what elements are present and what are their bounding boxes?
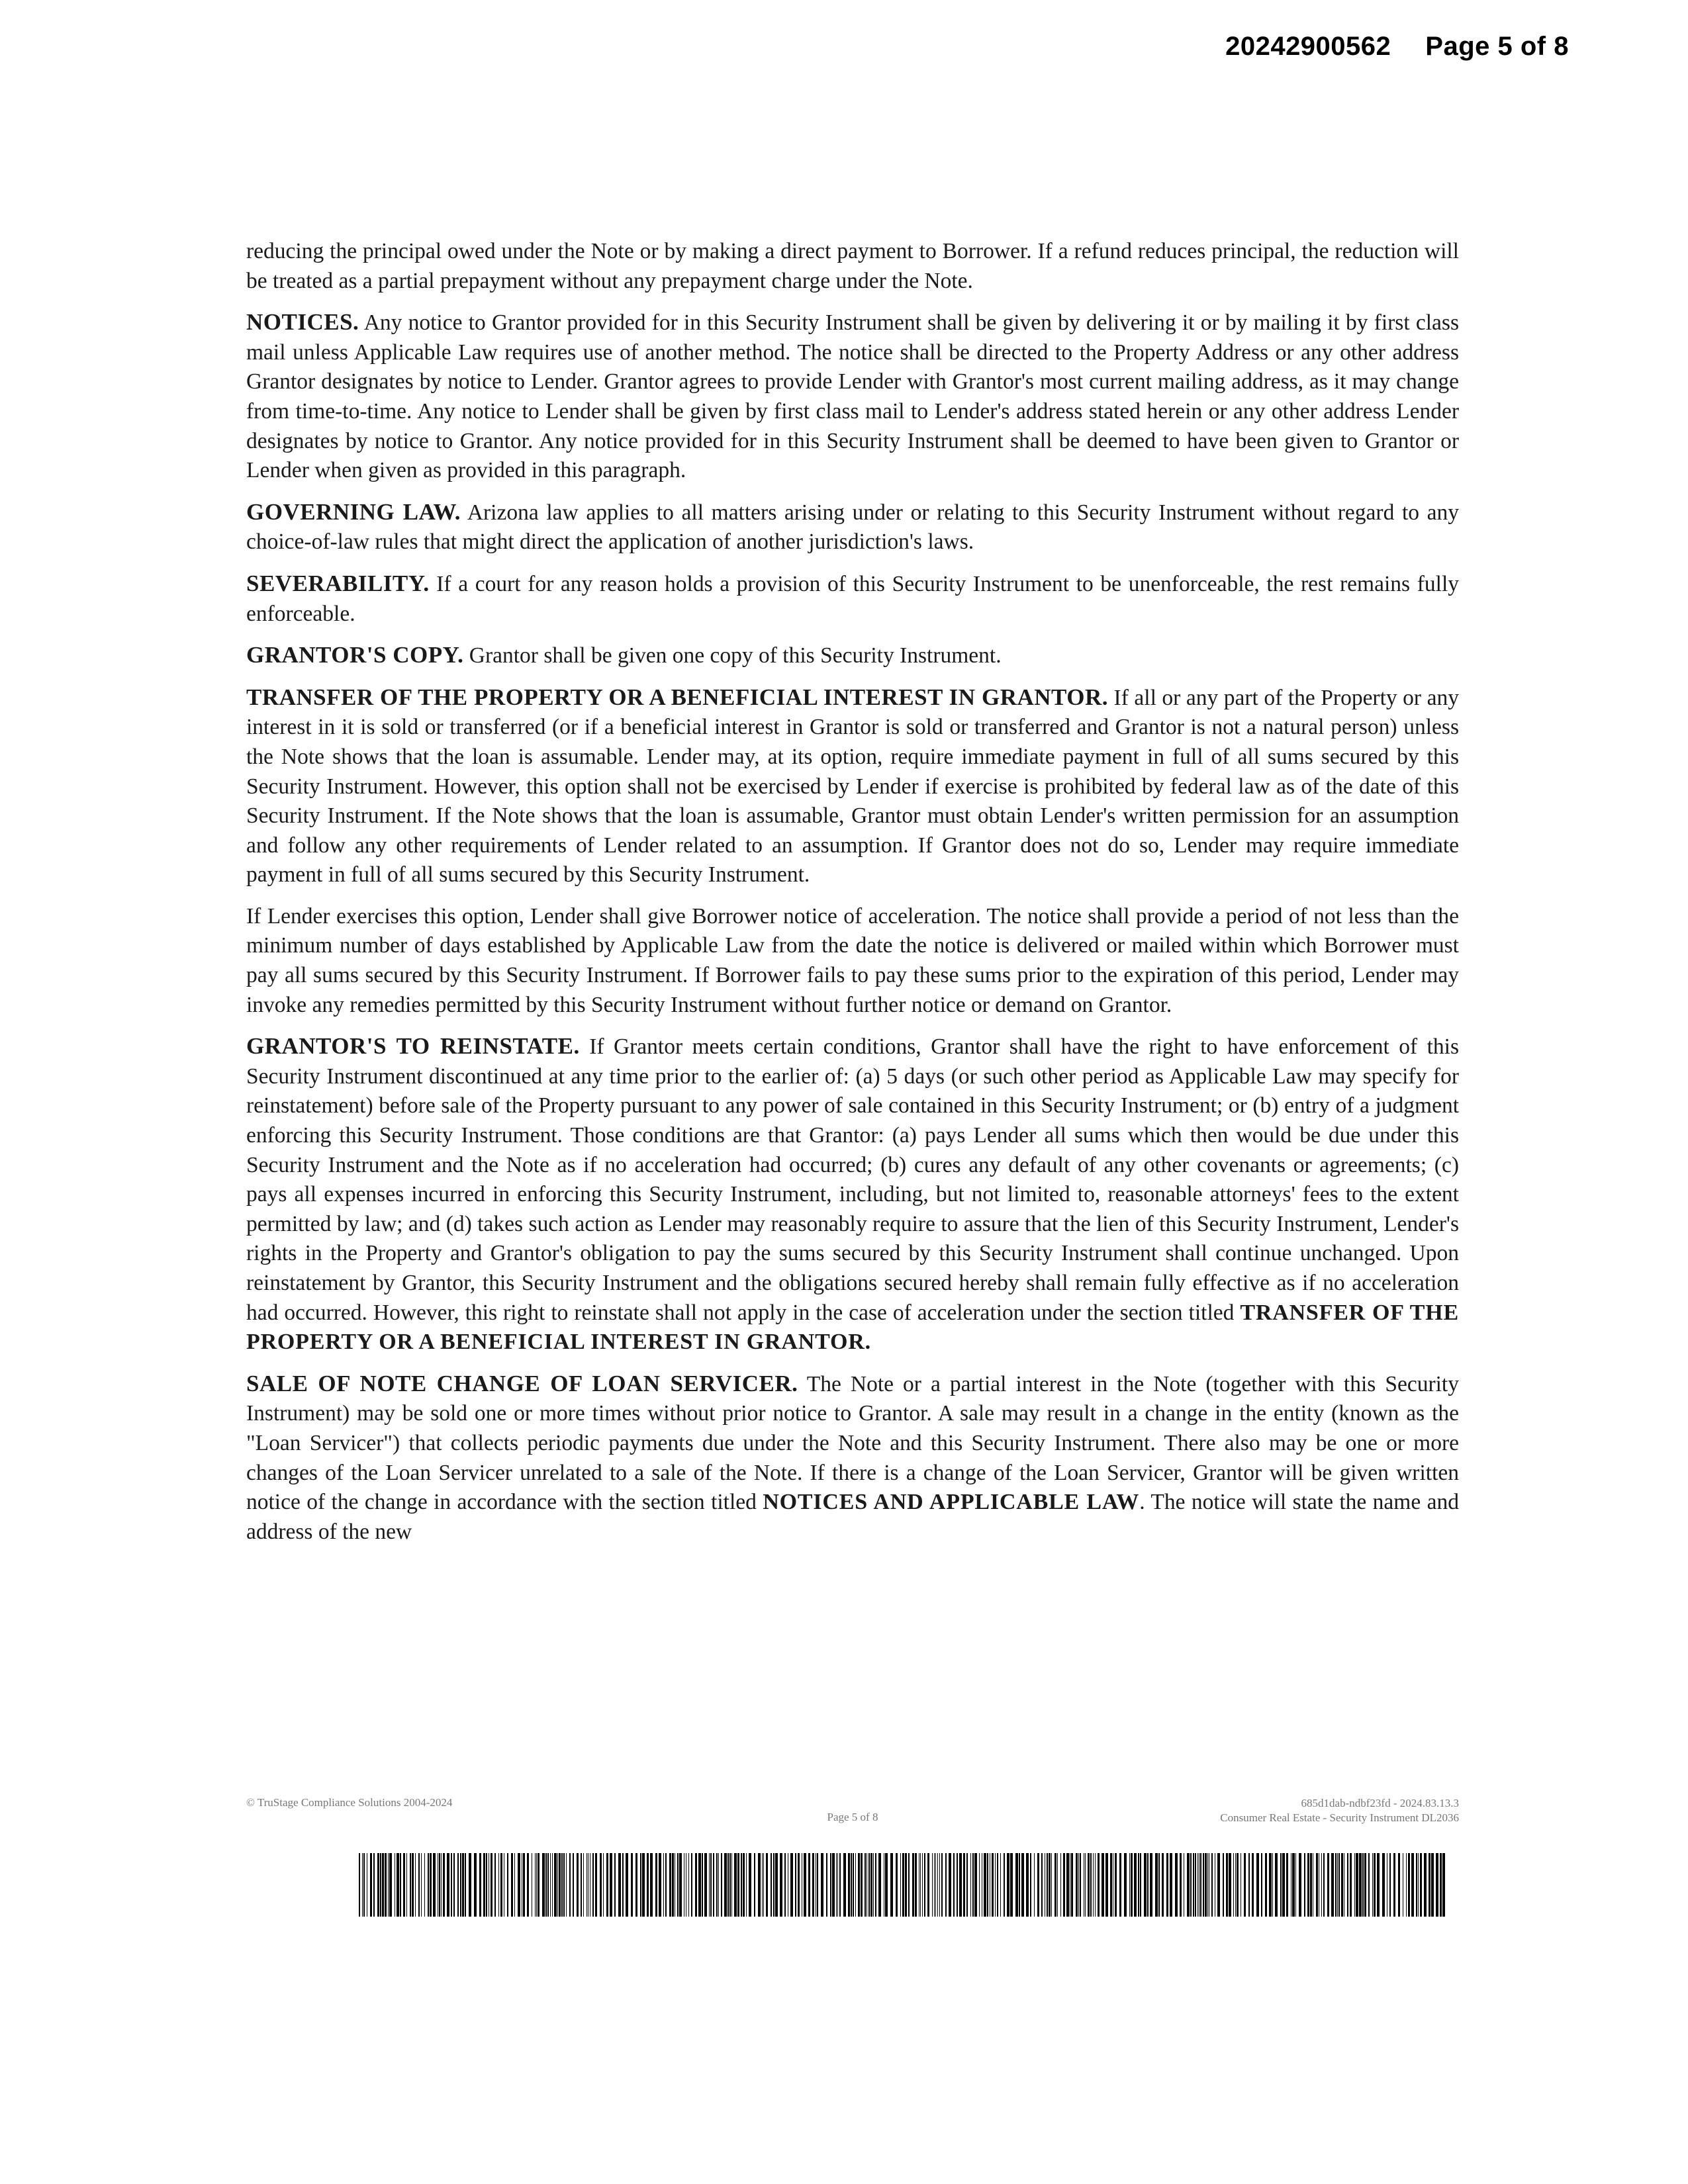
section-reinstate	[246, 1032, 1459, 1357]
section-grantors-copy	[246, 641, 1459, 671]
paragraph-prepayment: reducing the principal owed under the Note or by making a direct payment to Borrower. If a refund reduces principal, the reduction will be treated as a partial prepayment without any prepayment charge under the Note.	[246, 239, 1459, 293]
footer-document-id: 685d1dab-ndbf23fd - 2024.83.13.3	[1301, 1797, 1459, 1809]
text-sale-of-note-tail: . The notice will state the name and address of the new	[246, 1490, 1459, 1544]
footer-form-info	[1220, 1796, 1459, 1825]
recording-page-label: Page 5 of 8	[1425, 32, 1569, 61]
section-sale-of-note	[246, 1369, 1459, 1547]
footer-form-name: Consumer Real Estate - Security Instrument DL2036	[1220, 1811, 1459, 1824]
text-governing-law: Arizona law applies to all matters arising under or relating to this Security Instrument without regard to any choice-of-law rules that might direct the application of another jurisdiction's laws.	[246, 500, 1459, 555]
section-severability	[246, 569, 1459, 629]
recording-number: 20242900562	[1225, 32, 1391, 61]
text-reinstate: If Grantor meets certain conditions, Grantor shall have the right to have enforcement of this Security Instrument discontinued at any time prior to the earlier of: (a) 5 days (or such other period as Applicable Law may specify for reinstatement) before sale of the Property pursuant to any power of sale contained in this Security Instrument; or (b) entry of a judgment enforcing this Security Instrument. Those conditions are that Grantor: (a) pays Lender all sums which then would be due under this Security Instrument and the Note as if no acceleration had occurred; (b) cures any default of any other covenants or agreements; (c) pays all expenses incurred in enforcing this Security Instrument, including, but not limited to, reasonable attorneys' fees to the extent permitted by law; and (d) takes such action as Lender may reasonably require to assure that the lien of this Security Instrument, Lender's rights in the Property and Grantor's obligation to pay the sums secured by this Security Instrument shall continue unchanged. Upon reinstatement by Grantor, this Security Instrument and the obligations secured hereby shall remain fully effective as if no acceleration had occurred. However, this right to reinstate shall not apply in the case of acceleration under the section titled	[246, 1034, 1460, 1325]
text-transfer: If all or any part of the Property or any interest in it is sold or transferred (or if a beneficial interest in Grantor is sold or transferred and Grantor is not a natural person) unless the Note shows that the loan is assumable. Lender may, at its option, require immediate payment in full of all sums secured by this Security Instrument. However, this option shall not be exercised by Lender if exercise is prohibited by federal law as of the date of this Security Instrument. If the Note shows that the loan is assumable, Grantor must obtain Lender's written permission for an assumption and follow any other requirements of Lender related to an assumption. If Grantor does not do so, Lender may require immediate payment in full of all sums secured by this Security Instrument.	[246, 685, 1459, 887]
recording-stamp	[1225, 32, 1569, 62]
footer-copyright: © TruStage Compliance Solutions 2004-2024	[246, 1796, 453, 1809]
heading-governing-law: GOVERNING LAW.	[246, 498, 461, 525]
heading-reinstate: GRANTOR'S TO REINSTATE.	[246, 1033, 580, 1060]
section-transfer	[246, 683, 1459, 890]
barcode	[359, 1853, 1446, 1917]
paragraph-acceleration: If Lender exercises this option, Lender shall give Borrower notice of acceleration. The notice shall provide a period of not less than the minimum number of days established by Applicable Law from the date the notice is delivered or mailed within which Borrower must pay all sums secured by this Security Instrument. If Borrower fails to pay these sums prior to the expiration of this period, Lender may invoke any remedies permitted by this Security Instrument without further notice or demand on Grantor.	[246, 903, 1459, 1017]
heading-sale-of-note: SALE OF NOTE CHANGE OF LOAN SERVICER.	[246, 1370, 798, 1396]
heading-grantors-copy: GRANTOR'S COPY.	[246, 642, 464, 668]
heading-severability: SEVERABILITY.	[246, 570, 430, 596]
section-governing-law	[246, 498, 1459, 557]
section-notices	[246, 308, 1459, 486]
text-grantors-copy: Grantor shall be given one copy of this Security Instrument.	[469, 643, 1002, 668]
heading-notices: NOTICES.	[246, 309, 359, 336]
reference-transfer-section: TRANSFER OF THE PROPERTY OR A BENEFICIAL INTEREST IN GRANTOR.	[246, 1300, 1459, 1355]
page-footer	[246, 1796, 1459, 1836]
document-body	[246, 237, 1459, 1559]
text-notices: Any notice to Grantor provided for in this Security Instrument shall be given by delivering it or by mailing it by first class mail unless Applicable Law requires use of another method. The notice shall be directed to the Property Address or any other address Grantor designates by notice to Lender. Grantor agrees to provide Lender with Grantor's most current mailing address, as it may change from time-to-time. Any notice to Lender shall be given by first class mail to Lender's address stated herein or any other address Lender designates by notice to Grantor. Any notice provided for in this Security Instrument shall be deemed to have been given to Grantor or Lender when given as provided in this paragraph.	[246, 310, 1459, 483]
text-severability: If a court for any reason holds a provision of this Security Instrument to be unenforceable, the rest remains fully enforceable.	[246, 571, 1459, 626]
text-sale-of-note: The Note or a partial interest in the Note (together with this Security Instrument) may be sold one or more times without prior notice to Grantor. A sale may result in a change in the entity (known as the "Loan Servicer") that collects periodic payments due under the Note and this Security Instrument. There also may be one or more changes of the Loan Servicer unrelated to a sale of the Note. If there is a change of the Loan Servicer, Grantor will be given written notice of the change in accordance with the section titled	[246, 1371, 1459, 1515]
heading-transfer: TRANSFER OF THE PROPERTY OR A BENEFICIAL INTEREST IN GRANTOR.	[246, 684, 1108, 710]
reference-notices-section: NOTICES AND APPLICABLE LAW	[763, 1490, 1140, 1515]
footer-page-number: Page 5 of 8	[827, 1811, 878, 1823]
